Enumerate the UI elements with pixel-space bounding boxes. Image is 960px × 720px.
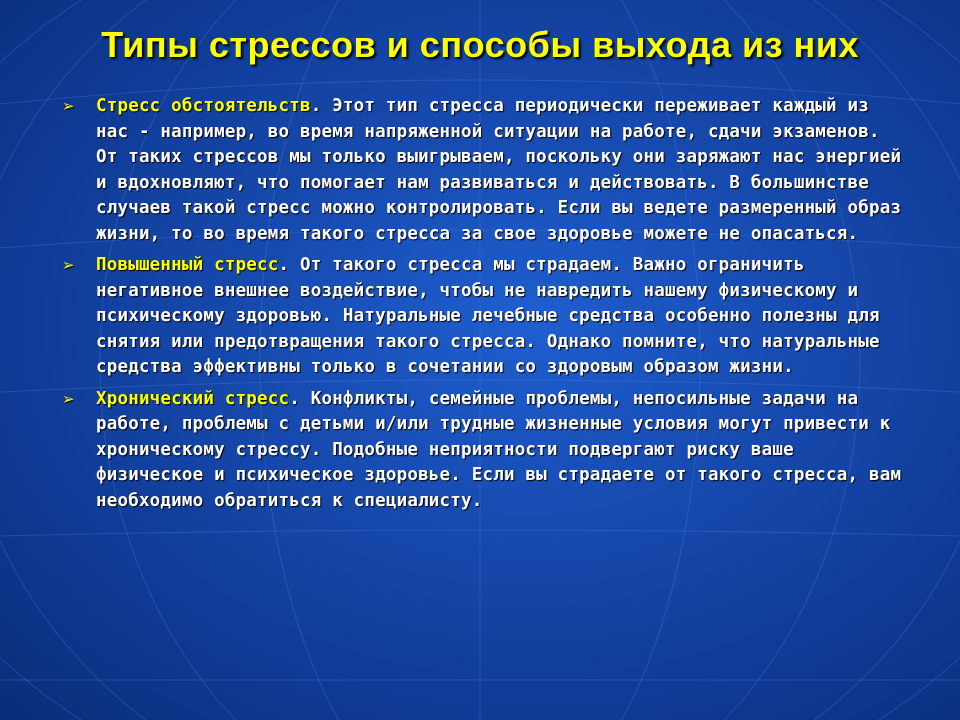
item-text: . Конфликты, семейные проблемы, непосильные задачи на работе, проблемы с детьми и/или трудные жизненные условия могут привести к хроническому стрессу. Подобные неприятности подвергают риску ваше физическое и психическое здоровье. Если вы страдаете от такого стресса, вам необходимо обратиться к специалисту.: [96, 388, 902, 511]
arrow-bullet-icon: ➢: [62, 97, 75, 115]
list-item-elevated-stress: [62, 253, 902, 381]
list-item-circumstance-stress: [62, 94, 902, 247]
term-label: Хронический стресс: [96, 388, 290, 409]
bullet-list: [62, 94, 902, 520]
term-label: Повышенный стресс: [96, 255, 279, 275]
term-label: Стресс обстоятельств: [96, 96, 311, 116]
list-item-chronic-stress: [62, 387, 902, 515]
item-text: . Этот тип стресса периодически переживает каждый из нас - например, во время напряженной ситуации на работе, сдачи экзаменов. От таких стрессов мы только выигрываем, поскольку они заряжают нас энергией и вдохновляют, что помогает нам развиваться и действовать. В большинстве случаев такой стресс можно контролировать. Если вы ведете размеренный образ жизни, то во время такого стресса за свое здоровье можете не опасаться.: [96, 96, 902, 244]
item-text: . От такого стресса мы страдаем. Важно ограничить негативное внешнее воздействие, чтобы не навредить нашему физическому и психическому здоровью. Натуральные лечебные средства особенно полезны для снятия или предотвращения такого стресса. Однако помните, что натуральные средства эффективны только в сочетании со здоровым образом жизни.: [96, 255, 880, 377]
arrow-bullet-icon: ➢: [62, 256, 75, 274]
arrow-bullet-icon: ➢: [62, 389, 75, 408]
slide-title: Типы стрессов и способы выхода из них: [101, 24, 859, 65]
